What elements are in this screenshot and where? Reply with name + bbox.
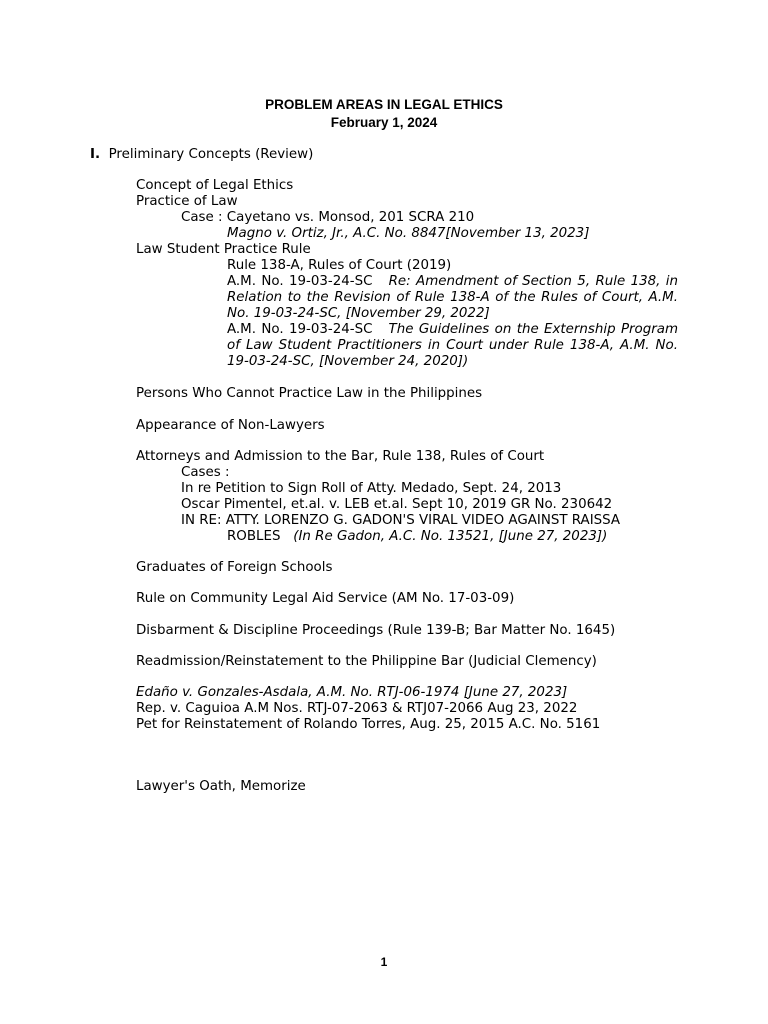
page-number: 1 — [380, 955, 388, 969]
item-readmission: Readmission/Reinstatement to the Philippine Bar (Judicial Clemency) — [136, 654, 597, 669]
item-case-medado: In re Petition to Sign Roll of Atty. Medado, Sept. 24, 2013 — [181, 481, 562, 496]
document-title: PROBLEM AREAS IN LEGAL ETHICS — [265, 97, 503, 112]
item-practice-case: Case : Cayetano vs. Monsod, 201 SCRA 210 — [181, 210, 475, 225]
item-caguioa: Rep. v. Caguioa A.M Nos. RTJ-07-2063 & RTJ07-2066 Aug 23, 2022 — [136, 701, 578, 716]
item-cannot-practice: Persons Who Cannot Practice Law in the Philippines — [136, 386, 483, 401]
am-externship-code: A.M. No. 19-03-24-SC — [227, 322, 373, 337]
item-admission: Attorneys and Admission to the Bar, Rule 138, Rules of Court — [136, 449, 545, 464]
section-heading-text: Preliminary Concepts (Review) — [108, 147, 314, 162]
am-amendment-title: Re: Amendment of Section 5, Rule 138, in Relation to the Revision of Rule 138-A of the Rules of Court, A.M. No. 19-03-24-SC, [November 29, 2022] — [227, 274, 678, 321]
item-foreign: Graduates of Foreign Schools — [136, 560, 333, 575]
item-am-externship — [227, 322, 678, 370]
item-cases-label: Cases : — [181, 465, 230, 480]
item-rule-138a: Rule 138-A, Rules of Court (2019) — [227, 258, 452, 273]
item-practice-case-2: Magno v. Ortiz, Jr., A.C. No. 8847[November 13, 2023] — [227, 226, 590, 241]
item-oath: Lawyer's Oath, Memorize — [136, 779, 306, 794]
item-case-gadon: IN RE: ATTY. LORENZO G. GADON'S VIRAL VIDEO AGAINST RAISSA — [181, 513, 621, 528]
item-practice: Practice of Law — [136, 194, 238, 209]
item-community: Rule on Community Legal Aid Service (AM No. 17-03-09) — [136, 591, 515, 606]
item-am-amendment — [227, 274, 678, 322]
am-externship-title: The Guidelines on the Externship Program of Law Student Practitioners in Court under Rule 138-A, A.M. No. 19-03-24-SC, [November 24, 2020]) — [227, 322, 678, 369]
item-case-pimentel: Oscar Pimentel, et.al. v. LEB et.al. Sept 10, 2019 GR No. 230642 — [181, 497, 613, 512]
case-gadon-name: ROBLES — [227, 529, 281, 544]
item-student-rule: Law Student Practice Rule — [136, 242, 311, 257]
case-gadon-cite: (In Re Gadon, A.C. No. 13521, [June 27, 2023]) — [293, 529, 608, 544]
item-concept: Concept of Legal Ethics — [136, 178, 294, 193]
item-case-gadon-cont — [227, 529, 607, 545]
document-date: February 1, 2024 — [330, 115, 438, 130]
item-non-lawyers: Appearance of Non-Lawyers — [136, 418, 325, 433]
section-numeral: I. — [90, 147, 101, 162]
item-disbarment: Disbarment & Discipline Proceedings (Rule 139-B; Bar Matter No. 1645) — [136, 623, 616, 638]
am-amendment-code: A.M. No. 19-03-24-SC — [227, 274, 373, 289]
item-edano: Edaño v. Gonzales-Asdala, A.M. No. RTJ-06-1974 [June 27, 2023] — [136, 685, 568, 700]
item-torres: Pet for Reinstatement of Rolando Torres, Aug. 25, 2015 A.C. No. 5161 — [136, 717, 601, 732]
section-heading — [90, 147, 313, 163]
